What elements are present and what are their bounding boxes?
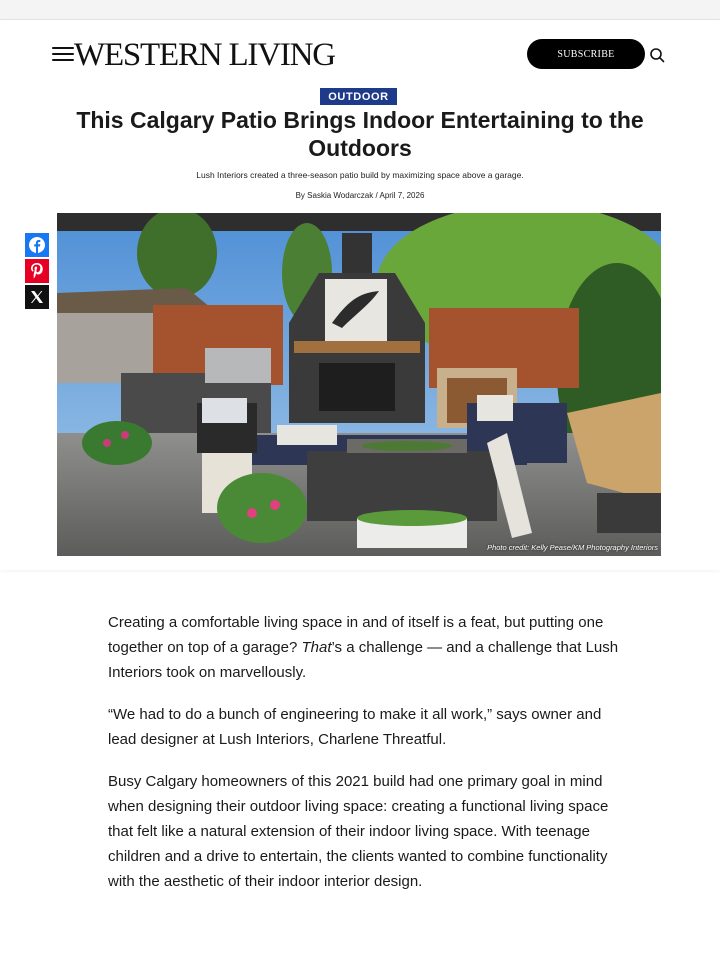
hero-image (57, 213, 661, 556)
article-body (108, 610, 628, 911)
paragraph-3: Busy Calgary homeowners of this 2021 build had one primary goal in mind when designing their outdoor living space: creating a functional living space that felt like a natural extension of their indoor living space. With teenage children and a drive to entertain, the clients wanted to combine functionality with the aesthetic of their indoor interior design. (108, 773, 609, 890)
paragraph-1-text-end: ’s a challenge — and a challenge that Lush Interiors took on marvellously. (108, 639, 619, 681)
facebook-icon (28, 236, 46, 254)
article-byline: By Saskia Wodarczak / April 7, 2026 (295, 191, 425, 200)
pinterest-icon (29, 262, 45, 280)
hamburger-menu-icon[interactable] (52, 45, 74, 63)
x-share-button[interactable] (25, 285, 49, 309)
subscribe-button[interactable]: SUBSCRIBE (527, 39, 645, 69)
site-logo[interactable]: WESTERN LIVING (74, 37, 335, 73)
browser-top-strip (0, 0, 720, 20)
paragraph-2: “We had to do a bunch of engineering to make it all work,” says owner and lead designer at Lush Interiors, Charlene Threatful. (108, 706, 602, 748)
article-title: This Calgary Patio Brings Indoor Entertaining to the Outdoors (76, 107, 644, 161)
pinterest-share-button[interactable] (25, 259, 49, 283)
photo-credit: Photo credit: Kelly Pease/KM Photography Interiors (487, 543, 658, 552)
x-icon (30, 290, 44, 304)
category-badge[interactable]: OUTDOOR (320, 88, 397, 105)
paragraph-1-text: Creating a comfortable living space in and of itself is a feat, but putting one together on top of a garage? (108, 614, 604, 656)
paragraph-1-emphasis: That (301, 639, 332, 656)
facebook-share-button[interactable] (25, 233, 49, 257)
social-share-bar (25, 233, 49, 311)
paragraph-1 (108, 610, 628, 685)
article-subtitle: Lush Interiors created a three-season patio build by maximizing space above a garage. (196, 170, 524, 180)
search-icon[interactable] (649, 47, 665, 63)
